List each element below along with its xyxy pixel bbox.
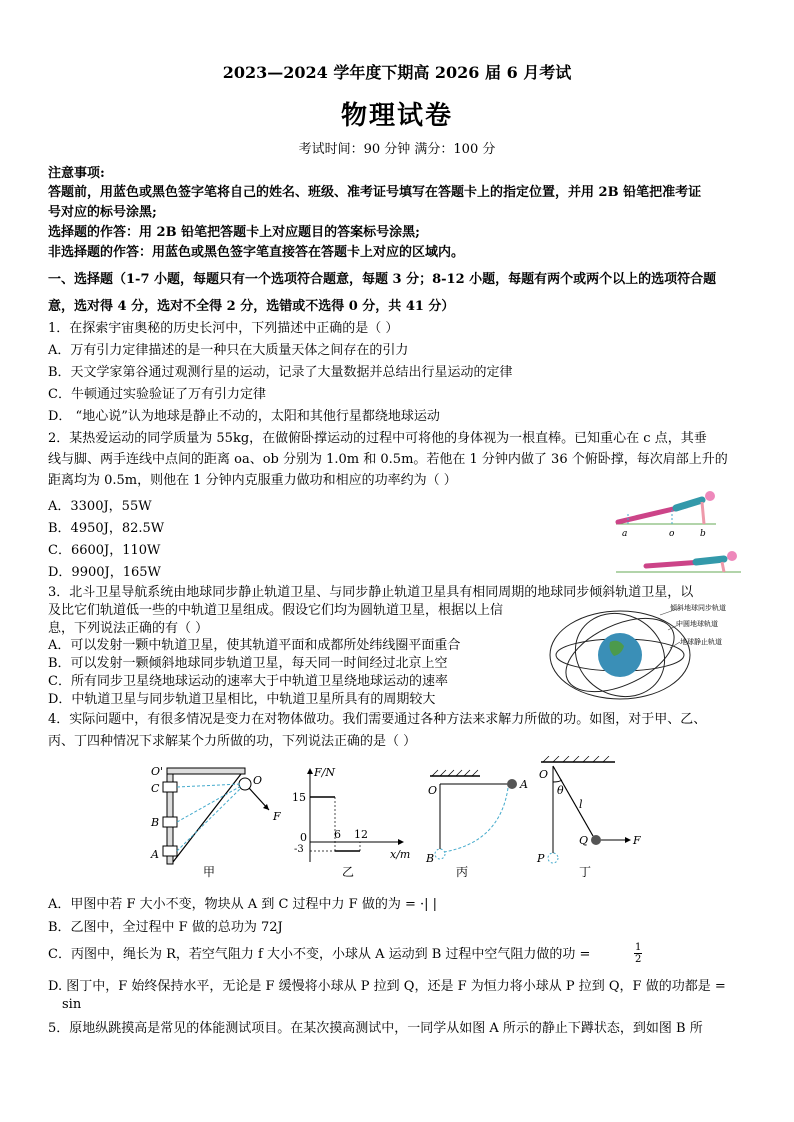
q4-stem2: 丙、丁四种情况下求解某个力所做的功，下列说法正确的是（ ）	[48, 734, 417, 749]
jia-block-c	[163, 782, 177, 792]
notes-heading: 注意事项:	[48, 166, 105, 181]
q1-option-d: D． “地心说”认为地球是静止不动的，太阳和其他行星都绕地球运动	[48, 409, 440, 424]
q5-stem1: 5．原地纵跳摸高是常见的体能测试项目。在某次摸高测试中，一同学从如图 A 所示的静止下蹲状态，到如图 B 所	[48, 1021, 703, 1036]
ding-label-theta: θ	[557, 784, 564, 797]
q3-stem1: 3．北斗卫星导航系统由地球同步静止轨道卫星、与同步静止轨道卫星具有相同周期的地球同步倾斜轨道卫星，以	[48, 585, 694, 600]
q4-option-b: B．乙图中，全过程中 F 做的总功为 72J	[48, 920, 283, 935]
yi-tick-12: 12	[354, 828, 368, 841]
pushup-figure	[606, 486, 756, 578]
q2-option-c: C．6600J，110W	[48, 543, 161, 558]
bing-caption: 丙	[456, 865, 469, 879]
notes-line1: 答题前，用蓝色或黑色签字笔将自己的姓名、班级、准考证号填写在答题卡上的指定位置，并用 2B 铅笔把准考证	[48, 185, 702, 200]
q4-c-fraction	[634, 942, 642, 965]
jia-label-a: A	[151, 848, 159, 861]
arm-top	[702, 502, 704, 524]
bing-ball-b	[435, 849, 445, 859]
jia-block-a	[163, 846, 177, 856]
ding-caption: 丁	[579, 865, 592, 879]
q1-stem: 1．在探索宇宙奥秘的历史长河中，下列描述中正确的是（ ）	[48, 321, 399, 336]
q2-option-a: A．3300J，55W	[48, 499, 152, 514]
ding-ball-q	[591, 835, 601, 845]
body-torso-top	[676, 500, 702, 508]
yi-tick-m3: -3	[294, 844, 304, 855]
fraction-numerator: 1	[635, 942, 642, 953]
bing-label-a: A	[520, 778, 528, 791]
q2-stem2: 线与脚、两手连线中点间的距离 oa、ob 分别为 1.0m 和 0.5m。若他在 1 分钟内做了 36 个俯卧撑，每次肩部上升的	[48, 452, 728, 467]
q3-option-b: B．可以发射一颗倾斜地球同步轨道卫星，每天同一时间经过北京上空	[48, 656, 448, 671]
q4-option-d-line2: sin	[62, 997, 82, 1012]
yi-tick-15: 15	[292, 791, 306, 804]
fig-label-o: o	[669, 529, 675, 539]
fraction-denominator: 2	[635, 954, 642, 965]
notes-line2: 选择题的作答：用 2B 铅笔把答题卡上对应题目的答案标号涂黑;	[48, 225, 420, 240]
ding-label-q: Q	[579, 834, 589, 847]
jia-label-o1: O'	[151, 765, 164, 778]
earth-icon	[598, 633, 642, 677]
bing-label-b: B	[426, 852, 435, 865]
ding-label-l: l	[579, 798, 583, 811]
figure-jia	[145, 762, 285, 882]
q3-stem2: 及比它们轨道低一些的中轨道卫星组成。假设它们均为圆轨道卫星，根据以上信	[48, 603, 504, 618]
q3-option-a: A．可以发射一颗中轨道卫星，使其轨道平面和成都所处纬线圈平面重合	[48, 638, 461, 653]
head-bottom	[727, 551, 737, 561]
section1-line1: 一、选择题（1-7 小题，每题只有一个选项符合题意，每题 3 分；8-12 小题，每题有两个或两个以上的选项符合题	[48, 272, 717, 287]
ding-label-f: F	[633, 834, 641, 847]
ding-ball-p	[548, 853, 558, 863]
jia-caption: 甲	[203, 865, 216, 879]
q4-stem1: 4．实际问题中，有很多情况是变力在对物体做功。我们需要通过各种方法来求解力所做的功。如图，对于甲、乙、	[48, 712, 707, 727]
ding-label-p: P	[537, 852, 545, 865]
yi-ylabel: F/N	[314, 766, 335, 779]
figure-yi	[290, 762, 410, 882]
orbit-label-inclined: 倾斜地球同步轨道	[670, 604, 726, 612]
subject-title: 物理试卷	[340, 101, 453, 131]
q3-stem3: 息，下列说法正确的有（ ）	[48, 621, 209, 636]
jia-label-c: C	[151, 782, 160, 795]
fig-label-a: a	[622, 529, 628, 539]
notes-line1b: 号对应的标号涂黑;	[48, 205, 157, 220]
head-top	[705, 491, 715, 501]
yi-xlabel: x/m	[390, 848, 410, 861]
q1-option-a: A．万有引力定律描述的是一种只在大质量天体之间存在的引力	[48, 343, 409, 358]
ding-label-o: O	[539, 768, 549, 781]
q4-option-d-line1: D. 图丁中，F 始终保持水平，无论是 F 缓慢将小球从 P 拉到 Q，还是 F 为恒力将小球从 P 拉到 Q，F 做的功都是 =	[48, 979, 726, 994]
q2-stem1: 2．某热爱运动的同学质量为 55kg，在做俯卧撑运动的过程中可将他的身体视为一根直棒。已知重心在 c 点，其垂	[48, 431, 707, 446]
bing-arc	[444, 788, 508, 852]
yi-tick-6: 6	[334, 828, 341, 841]
exam-info: 考试时间：90 分钟 满分：100 分	[298, 142, 496, 157]
section1-line2: 意，选对得 4 分，选对不全得 2 分，选错或不选得 0 分，共 41 分）	[48, 299, 455, 314]
q4-option-a: A．甲图中若 F 大小不变，物块从 A 到 C 过程中力 F 做的为 = ·| |	[48, 897, 438, 912]
jia-label-b: B	[151, 816, 160, 829]
ding-rope	[553, 766, 593, 836]
q3-option-d: D．中轨道卫星与同步轨道卫星相比，中轨道卫星所具有的周期较大	[48, 692, 436, 707]
body-torso-bottom	[696, 559, 724, 562]
q1-option-c: C．牛顿通过实验验证了万有引力定律	[48, 387, 266, 402]
notes-line3: 非选择题的作答：用蓝色或黑色签字笔直接答在答题卡上对应的区域内。	[48, 245, 465, 260]
q2-stem3: 距离均为 0.5m，则他在 1 分钟内克服重力做功和相应的功率约为（ ）	[48, 473, 457, 488]
orbit-label-static: 地球静止轨道	[680, 638, 722, 646]
yi-tick-0: 0	[300, 831, 307, 844]
fig-label-b: b	[700, 529, 706, 539]
figure-ding	[535, 756, 665, 882]
jia-beam	[167, 768, 245, 774]
jia-label-f: F	[273, 810, 281, 823]
figure-bing	[420, 762, 540, 882]
yi-caption: 乙	[342, 865, 355, 879]
q1-option-b: B．天文学家第谷通过观测行星的运动，记录了大量数据并总结出行星运动的定律	[48, 365, 513, 380]
arm-bottom	[722, 562, 724, 572]
jia-block-b	[163, 817, 177, 827]
q4-option-c: C．丙图中，绳长为 R，若空气阻力 f 大小不变，小球从 A 运动到 B 过程中空气阻力做的功 =	[48, 947, 591, 962]
jia-label-o: O	[253, 774, 263, 787]
bing-label-o: O	[428, 784, 438, 797]
q3-option-c: C．所有同步卫星绕地球运动的速率大于中轨道卫星绕地球运动的速率	[48, 674, 448, 689]
exam-title: 2023—2024 学年度下期高 2026 届 6 月考试	[222, 63, 572, 82]
bing-ball-a	[507, 779, 517, 789]
yi-plot	[310, 797, 360, 851]
orbit-figure	[540, 600, 740, 708]
q2-option-b: B．4950J，82.5W	[48, 521, 165, 536]
q2-option-d: D．9900J，165W	[48, 565, 161, 580]
orbit-label-medium: 中圆地球轨道	[676, 620, 718, 628]
